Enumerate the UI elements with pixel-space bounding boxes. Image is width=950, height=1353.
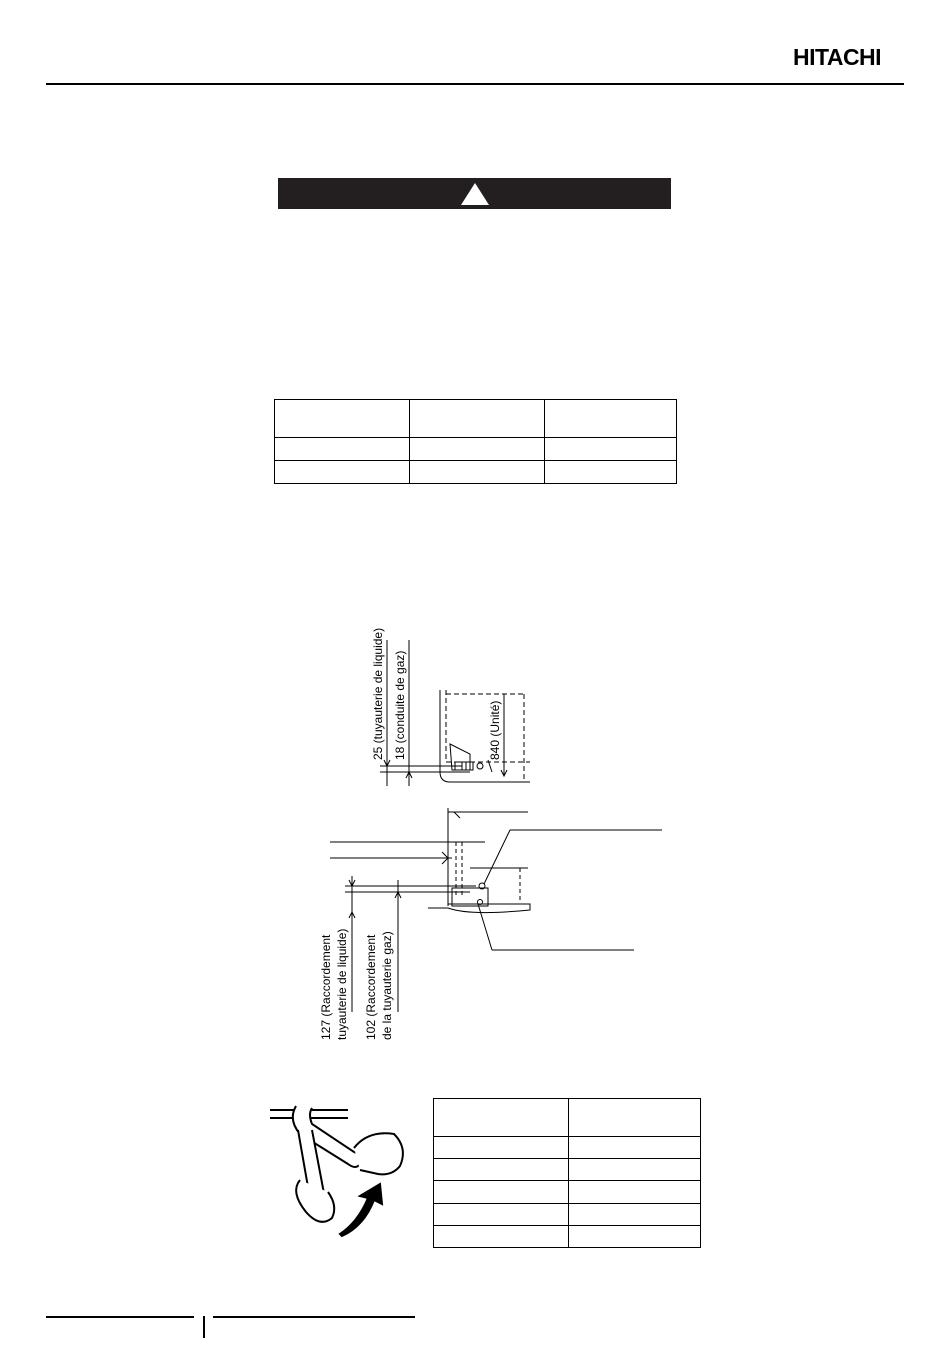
table-cell xyxy=(434,1137,569,1159)
wrench-hand-icon xyxy=(268,1100,418,1240)
table-cell xyxy=(434,1099,569,1137)
dim-gas-label: 18 (conduite de gaz) xyxy=(393,650,407,760)
dim-liquid-label: 25 (tuyauterie de liquide) xyxy=(371,627,385,760)
brand-logo: HITACHI xyxy=(793,44,882,70)
footer-divider xyxy=(203,1316,205,1338)
dim-unit-label: 840 (Unité) xyxy=(488,700,502,760)
table-cell xyxy=(569,1225,701,1247)
footer-rule-left xyxy=(46,1316,194,1318)
table-cell xyxy=(434,1203,569,1225)
dim-liquid-connection-label-2: tuyauterie de liquide) xyxy=(335,928,349,1040)
table-cell xyxy=(434,1181,569,1203)
table-cell xyxy=(434,1159,569,1181)
dim-gas-connection-label-2: de la tuyauterie gaz) xyxy=(380,931,394,1040)
table-cell xyxy=(569,1159,701,1181)
table-cell xyxy=(434,1225,569,1247)
dim-gas-connection-label-1: 102 (Raccordement xyxy=(364,934,378,1040)
table-cell xyxy=(569,1099,701,1137)
table-cell xyxy=(569,1137,701,1159)
table-cell xyxy=(569,1203,701,1225)
dim-liquid-connection-label-1: 127 (Raccordement xyxy=(319,934,333,1040)
table-cell xyxy=(569,1181,701,1203)
torque-table xyxy=(433,1098,701,1248)
footer-rule-right xyxy=(213,1316,415,1318)
